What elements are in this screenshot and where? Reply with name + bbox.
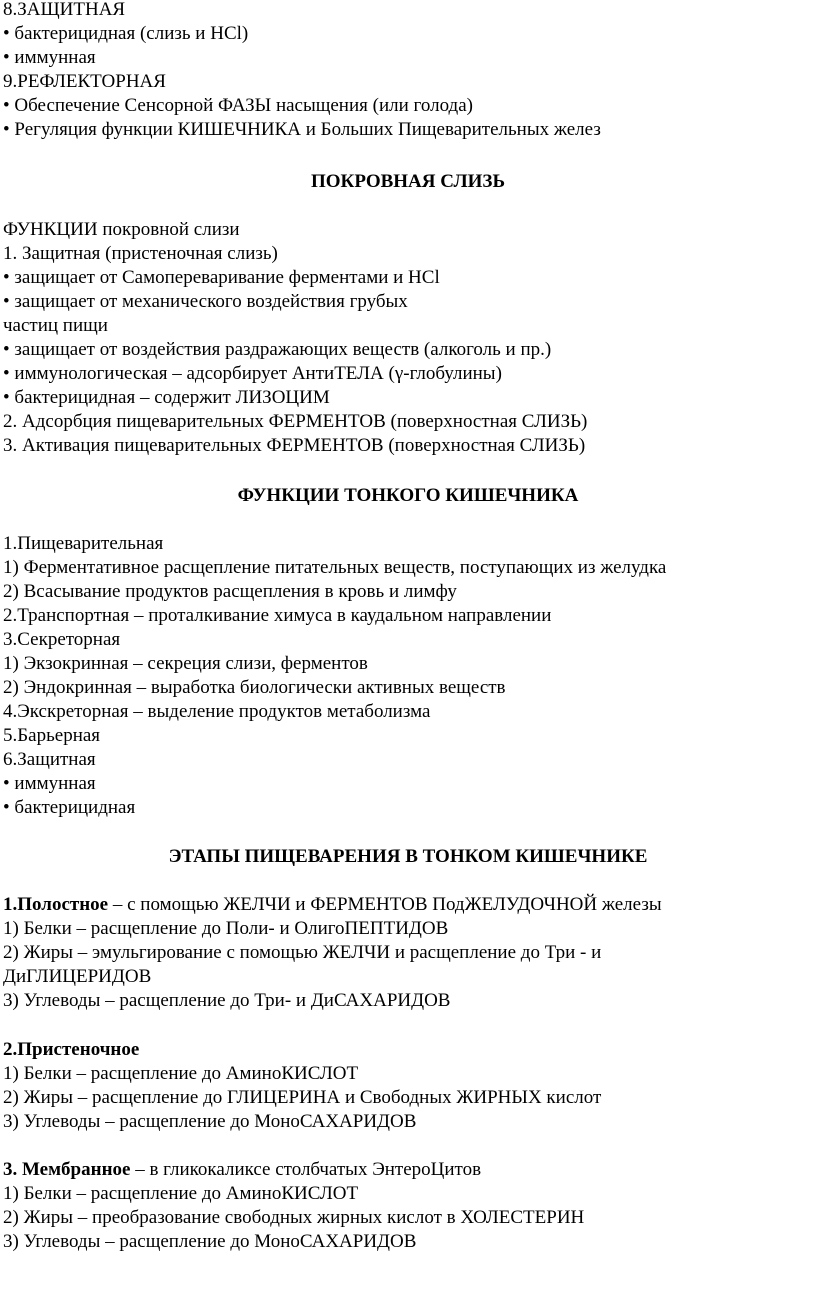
text-line: • бактерицидная (3, 797, 136, 818)
stage-description: – с помощью ЖЕЛЧИ и ФЕРМЕНТОВ ПодЖЕЛУДОЧНОЙ железы (108, 894, 662, 915)
text-line: 3) Углеводы – расщепление до МоноСАХАРИДОВ (3, 1111, 417, 1132)
text-line: 2) Жиры – преобразование свободных жирных кислот в ХОЛЕСТЕРИН (3, 1207, 585, 1228)
section-heading-small-intestine-functions: ФУНКЦИИ ТОНКОГО КИШЕЧНИКА (237, 485, 579, 506)
text-line: ДиГЛИЦЕРИДОВ (3, 966, 152, 987)
text-line: частиц пищи (3, 315, 108, 336)
text-line: 2.Транспортная – проталкивание химуса в каудальном направлении (3, 605, 552, 626)
section-covering-mucus (3, 218, 803, 458)
text-line: 3.Секреторная (3, 629, 121, 650)
text-line: 9.РЕФЛЕКТОРНАЯ (3, 71, 166, 92)
text-line: • иммунологическая – адсорбирует АнтиТЕЛА (γ-глобулины) (3, 363, 502, 384)
text-line: 4.Экскреторная – выделение продуктов метаболизма (3, 701, 431, 722)
stage-description: – в гликокаликсе столбчатых ЭнтероЦитов (130, 1159, 482, 1180)
stage-title-line (3, 1158, 803, 1182)
stage-membrane-digestion (3, 1158, 803, 1254)
text-line: • бактерицидная (слизь и HCl) (3, 23, 249, 44)
text-line: • иммунная (3, 773, 96, 794)
text-line: • Обеспечение Сенсорной ФАЗЫ насыщения (или голода) (3, 95, 473, 116)
text-line: 1.Пищеварительная (3, 533, 164, 554)
text-line: 1. Защитная (пристеночная слизь) (3, 243, 278, 264)
text-line: • бактерицидная – содержит ЛИЗОЦИМ (3, 387, 330, 408)
text-line: 3. Активация пищеварительных ФЕРМЕНТОВ (поверхностная СЛИЗЬ) (3, 435, 586, 456)
text-line: • защищает от Самопереваривание ферментами и HCl (3, 267, 440, 288)
section-digestive-functions-end (3, 0, 803, 142)
stage-cavity-digestion (3, 893, 803, 1013)
section-heading-digestion-stages: ЭТАПЫ ПИЩЕВАРЕНИЯ В ТОНКОМ КИШЕЧНИКЕ (168, 846, 648, 867)
text-line: 2. Адсорбция пищеварительных ФЕРМЕНТОВ (поверхностная СЛИЗЬ) (3, 411, 588, 432)
text-line: • иммунная (3, 47, 96, 68)
text-line: 2) Всасывание продуктов расщепления в кровь и лимфу (3, 581, 457, 602)
stage-parietal-digestion (3, 1038, 803, 1134)
text-line: 2) Эндокринная – выработка биологически активных веществ (3, 677, 506, 698)
stage-title: 1.Полостное (3, 894, 109, 915)
stage-title-line (3, 1038, 803, 1062)
text-line: 1) Белки – расщепление до Поли- и ОлигоПЕПТИДОВ (3, 918, 449, 939)
text-line: 1) Белки – расщепление до АминоКИСЛОТ (3, 1183, 359, 1204)
text-line: 5.Барьерная (3, 725, 101, 746)
text-line: 3) Углеводы – расщепление до Три- и ДиСАХАРИДОВ (3, 990, 451, 1011)
text-line: ФУНКЦИИ покровной слизи (3, 219, 240, 240)
text-line: • защищает от воздействия раздражающих веществ (алкоголь и пр.) (3, 339, 552, 360)
text-line: 8.ЗАЩИТНАЯ (3, 0, 126, 20)
text-line: 6.Защитная (3, 749, 96, 770)
text-line: 1) Ферментативное расщепление питательных веществ, поступающих из желудка (3, 557, 667, 578)
stage-title-line (3, 893, 803, 917)
text-line: 2) Жиры – расщепление до ГЛИЦЕРИНА и Свободных ЖИРНЫХ кислот (3, 1087, 602, 1108)
stage-title: 2.Пристеночное (3, 1039, 140, 1060)
section-small-intestine-functions (3, 532, 803, 820)
text-line: • Регуляция функции КИШЕЧНИКА и Больших Пищеварительных желез (3, 119, 601, 140)
text-line: 3) Углеводы – расщепление до МоноСАХАРИДОВ (3, 1231, 417, 1252)
text-line: 1) Экзокринная – секреция слизи, ферментов (3, 653, 368, 674)
text-line: 2) Жиры – эмульгирование с помощью ЖЕЛЧИ и расщепление до Три - и (3, 942, 602, 963)
text-line: • защищает от механического воздействия грубых (3, 291, 408, 312)
section-heading-covering-mucus: ПОКРОВНАЯ СЛИЗЬ (310, 171, 506, 192)
stage-title: 3. Мембранное (3, 1159, 131, 1180)
text-line: 1) Белки – расщепление до АминоКИСЛОТ (3, 1063, 359, 1084)
